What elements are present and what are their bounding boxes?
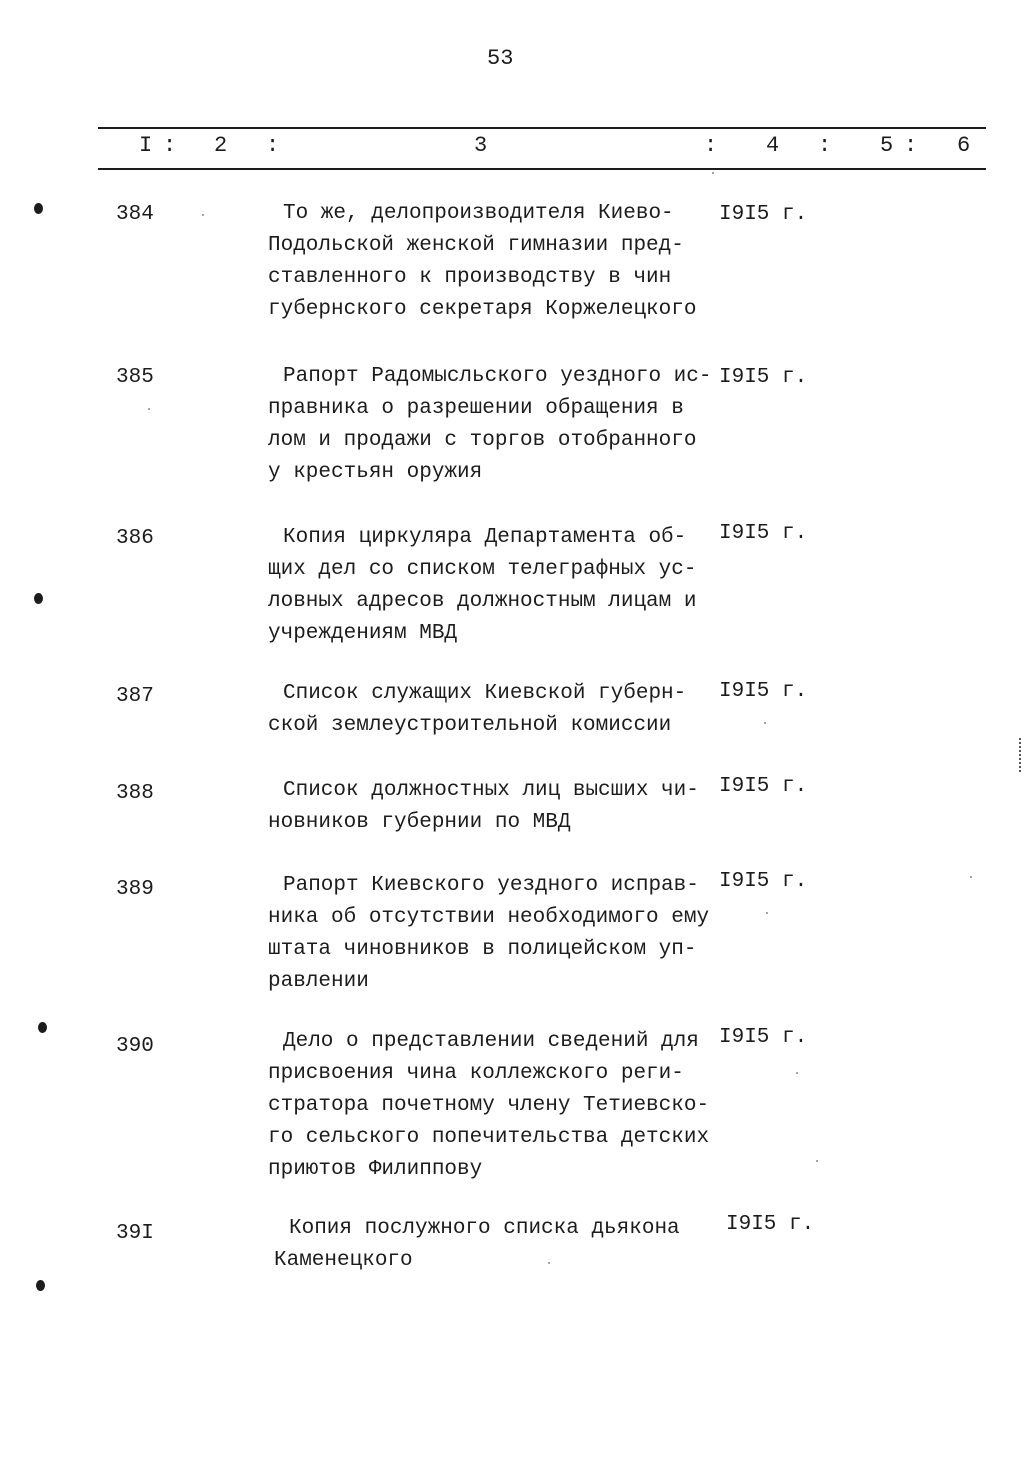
- row-description: [274, 1213, 744, 1277]
- description-line: Рапорт Радомысльского уездного ис-: [283, 365, 712, 388]
- row-description: [268, 361, 738, 489]
- description-line: То же, делопроизводителя Киево-: [283, 202, 674, 225]
- row-number: 386: [116, 527, 154, 550]
- row-year: I9I5 г.: [719, 203, 808, 226]
- description-line: Рапорт Киевского уездного исправ-: [283, 874, 699, 897]
- description-line: ставленного к производству в чин: [268, 266, 672, 289]
- row-number: 388: [116, 782, 154, 805]
- description-line: приютов Филиппову: [268, 1158, 483, 1181]
- row-year: I9I5 г.: [719, 680, 808, 703]
- scan-speck: [796, 1072, 798, 1074]
- binder-hole-mark: [36, 1280, 45, 1291]
- header-separator: :: [266, 133, 280, 158]
- description-line: стратора почетному члену Тетиевско-: [268, 1094, 710, 1117]
- scan-speck: [970, 876, 972, 878]
- scan-speck: [548, 1262, 550, 1264]
- row-number: 387: [116, 685, 154, 708]
- row-description: [268, 1026, 738, 1186]
- description-line: равлении: [268, 970, 369, 993]
- description-line: учреждениям МВД: [268, 622, 458, 645]
- row-year: I9I5 г.: [726, 1213, 815, 1236]
- description-line: Дело о представлении сведений для: [283, 1030, 699, 1053]
- description-line: правника о разрешении обращения в: [268, 397, 684, 420]
- header-col-5: 5: [880, 133, 894, 158]
- description-line: штата чиновников в полицейском уп-: [268, 938, 697, 961]
- scan-speck: [202, 214, 204, 216]
- scan-speck: [816, 1160, 818, 1162]
- row-year: I9I5 г.: [719, 366, 808, 389]
- scan-edge-mark: [1019, 738, 1023, 772]
- description-line: щих дел со списком телеграфных ус-: [268, 558, 697, 581]
- header-separator: :: [904, 133, 918, 158]
- scan-speck: [766, 912, 768, 914]
- scan-speck: [764, 722, 766, 724]
- scan-speck: [712, 172, 714, 174]
- binder-hole-mark: [34, 593, 43, 604]
- description-line: ника об отсутствии необходимого ему: [268, 906, 710, 929]
- description-line: у крестьян оружия: [268, 461, 483, 484]
- row-description: [268, 198, 738, 326]
- row-number: 390: [116, 1035, 154, 1058]
- row-description: [268, 775, 738, 839]
- row-year: I9I5 г.: [719, 522, 808, 545]
- header-col-1: I: [139, 133, 153, 158]
- row-description: [268, 522, 738, 650]
- row-year: I9I5 г.: [719, 870, 808, 893]
- header-col-6: 6: [957, 133, 971, 158]
- description-line: ской землеустроительной комиссии: [268, 714, 672, 737]
- description-line: лом и продажи с торгов отобранного: [268, 429, 697, 452]
- description-line: Копия циркуляра Департамента об-: [283, 526, 687, 549]
- header-bottom-rule: [98, 168, 986, 170]
- row-number: 389: [116, 878, 154, 901]
- header-col-4: 4: [766, 133, 780, 158]
- page-number: 53: [487, 46, 514, 71]
- description-line: Список должностных лиц высших чи-: [283, 779, 699, 802]
- description-line: Список служащих Киевской губерн-: [283, 682, 687, 705]
- header-col-3: 3: [474, 133, 488, 158]
- row-number: 385: [116, 366, 154, 389]
- row-year: I9I5 г.: [719, 1026, 808, 1049]
- description-line: губернского секретаря Коржелецкого: [268, 298, 697, 321]
- binder-hole-mark: [38, 1022, 47, 1033]
- description-line: новников губернии по МВД: [268, 811, 571, 834]
- header-top-rule: [98, 127, 986, 129]
- row-number: 39I: [116, 1222, 154, 1245]
- row-year: I9I5 г.: [719, 775, 808, 798]
- row-number: 384: [116, 203, 154, 226]
- header-separator: :: [163, 133, 177, 158]
- description-line: го сельского попечительства детских: [268, 1126, 710, 1149]
- description-line: Подольской женской гимназии пред-: [268, 234, 684, 257]
- binder-hole-mark: [34, 203, 43, 214]
- description-line: ловных адресов должностным лицам и: [268, 590, 697, 613]
- scan-speck: [148, 408, 150, 410]
- header-separator: :: [818, 133, 832, 158]
- description-line: Копия послужного списка дьякона: [289, 1217, 680, 1240]
- description-line: Каменецкого: [274, 1249, 413, 1272]
- row-description: [268, 678, 738, 742]
- description-line: присвоения чина коллежского реги-: [268, 1062, 684, 1085]
- header-separator: :: [704, 133, 718, 158]
- row-description: [268, 870, 738, 998]
- header-col-2: 2: [214, 133, 228, 158]
